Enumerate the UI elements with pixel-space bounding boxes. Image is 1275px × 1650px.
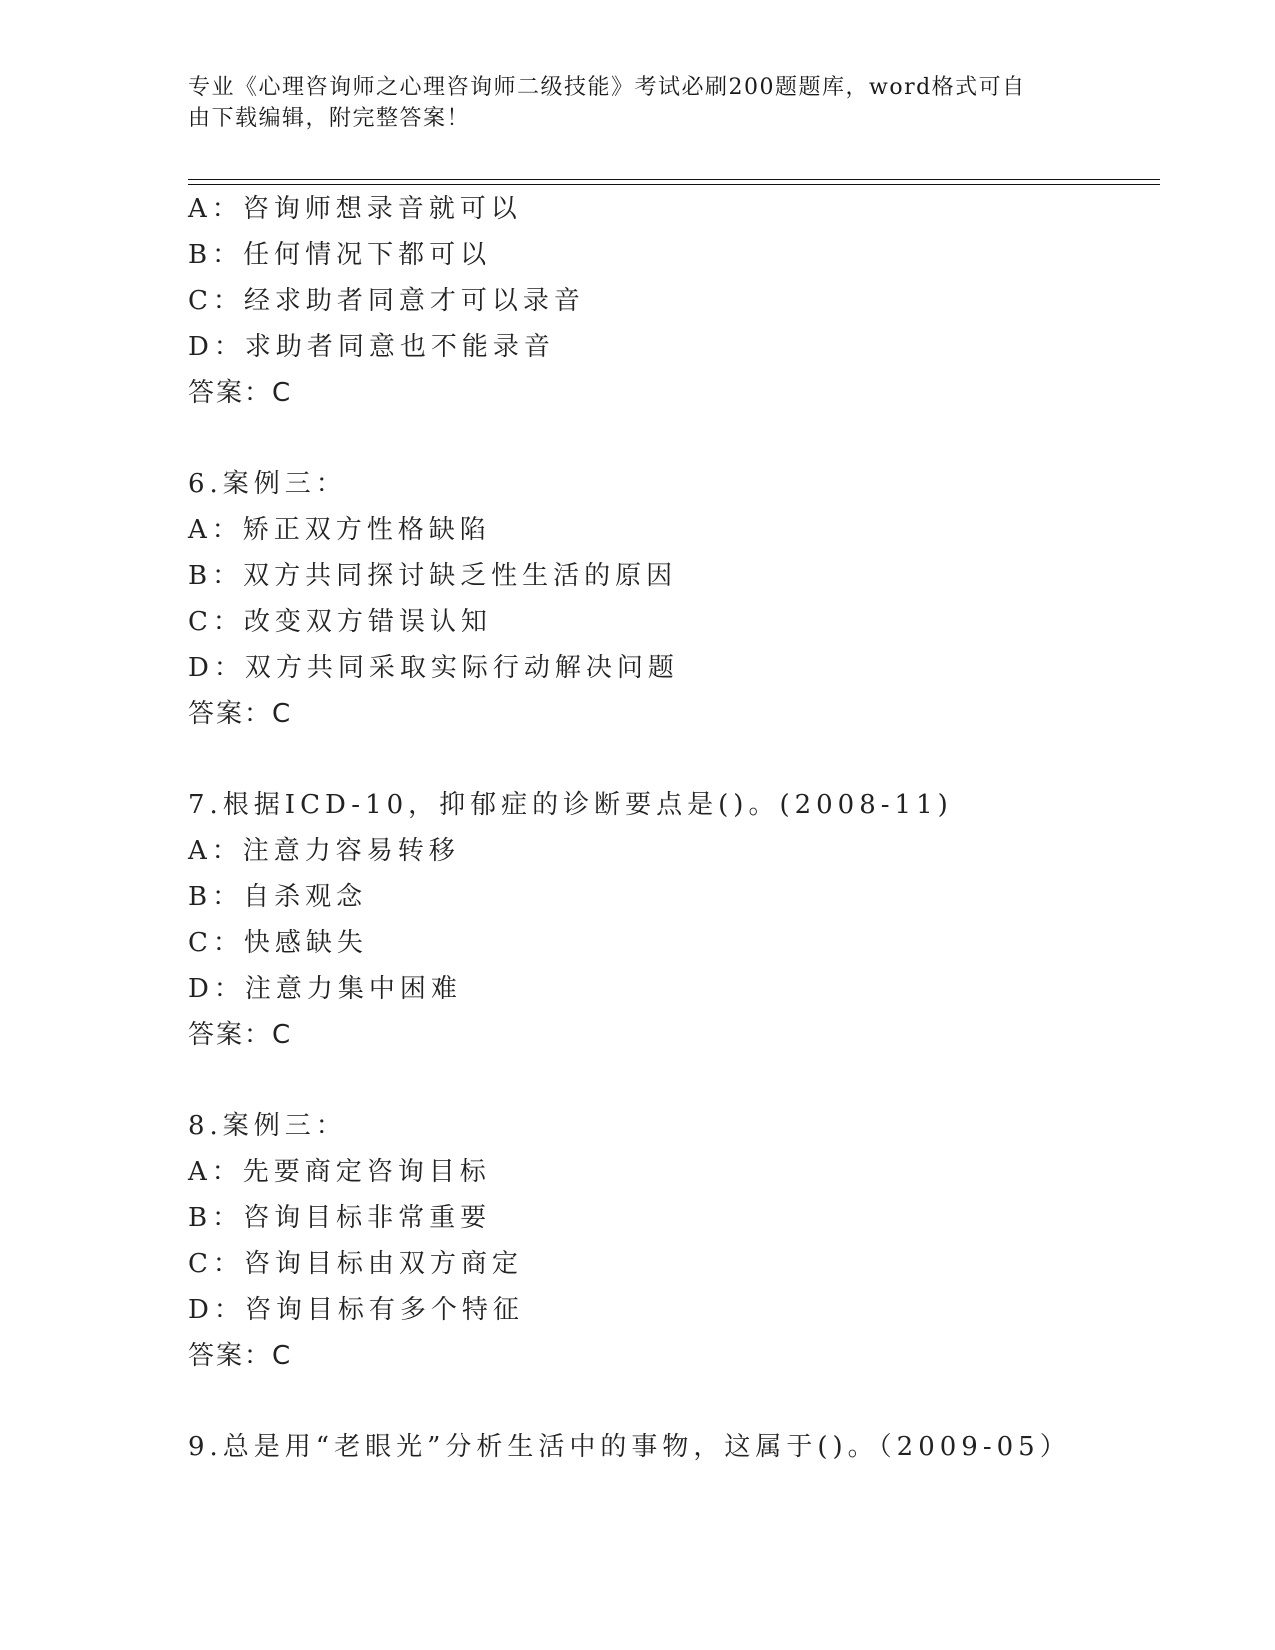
option-a: A：注意力容易转移 [188,836,460,866]
document-header [188,72,1068,134]
question-title: 9.总是用“老眼光”分析生活中的事物，这属于()。（2009-05） [188,1432,1071,1462]
option-a: A：矫正双方性格缺陷 [188,515,491,545]
header-line-2: 由下载编辑，附完整答案！ [188,106,471,131]
answer: 答案：C [188,1020,293,1050]
option-a: A：咨询师想录音就可以 [188,194,522,224]
option-b: B：双方共同探讨缺乏性生活的原因 [188,561,678,591]
option-d: D：咨询目标有多个特征 [188,1295,524,1325]
option-a: A：先要商定咨询目标 [188,1157,491,1187]
header-rule-bottom [188,184,1160,185]
answer: 答案：C [188,699,293,729]
question-list [188,186,1188,1470]
question-6 [188,461,1188,737]
option-c: C：快感缺失 [188,928,368,958]
option-d: D：注意力集中困难 [188,974,462,1004]
question-title: 6.案例三： [188,469,347,499]
question-title: 8.案例三： [188,1111,347,1141]
question-9 [188,1424,1188,1470]
option-b: B：自杀观念 [188,882,368,912]
header-line-1: 专业《心理咨询师之心理咨询师二级技能》考试必刷200题题库，word格式可自 [188,75,1026,100]
question-8 [188,1103,1188,1379]
answer: 答案：C [188,1341,293,1371]
option-c: C：改变双方错误认知 [188,607,492,637]
question-7 [188,782,1188,1058]
option-c: C：经求助者同意才可以录音 [188,286,585,316]
header-rule-top [188,179,1160,180]
option-d: D：双方共同采取实际行动解决问题 [188,653,679,683]
option-b: B：咨询目标非常重要 [188,1203,492,1233]
option-b: B：任何情况下都可以 [188,240,492,270]
option-d: D：求助者同意也不能录音 [188,332,555,362]
answer: 答案：C [188,378,293,408]
question-title: 7.根据ICD-10，抑郁症的诊断要点是()。(2008-11) [188,790,953,820]
option-c: C：咨询目标由双方商定 [188,1249,523,1279]
question-5 [188,186,1188,416]
